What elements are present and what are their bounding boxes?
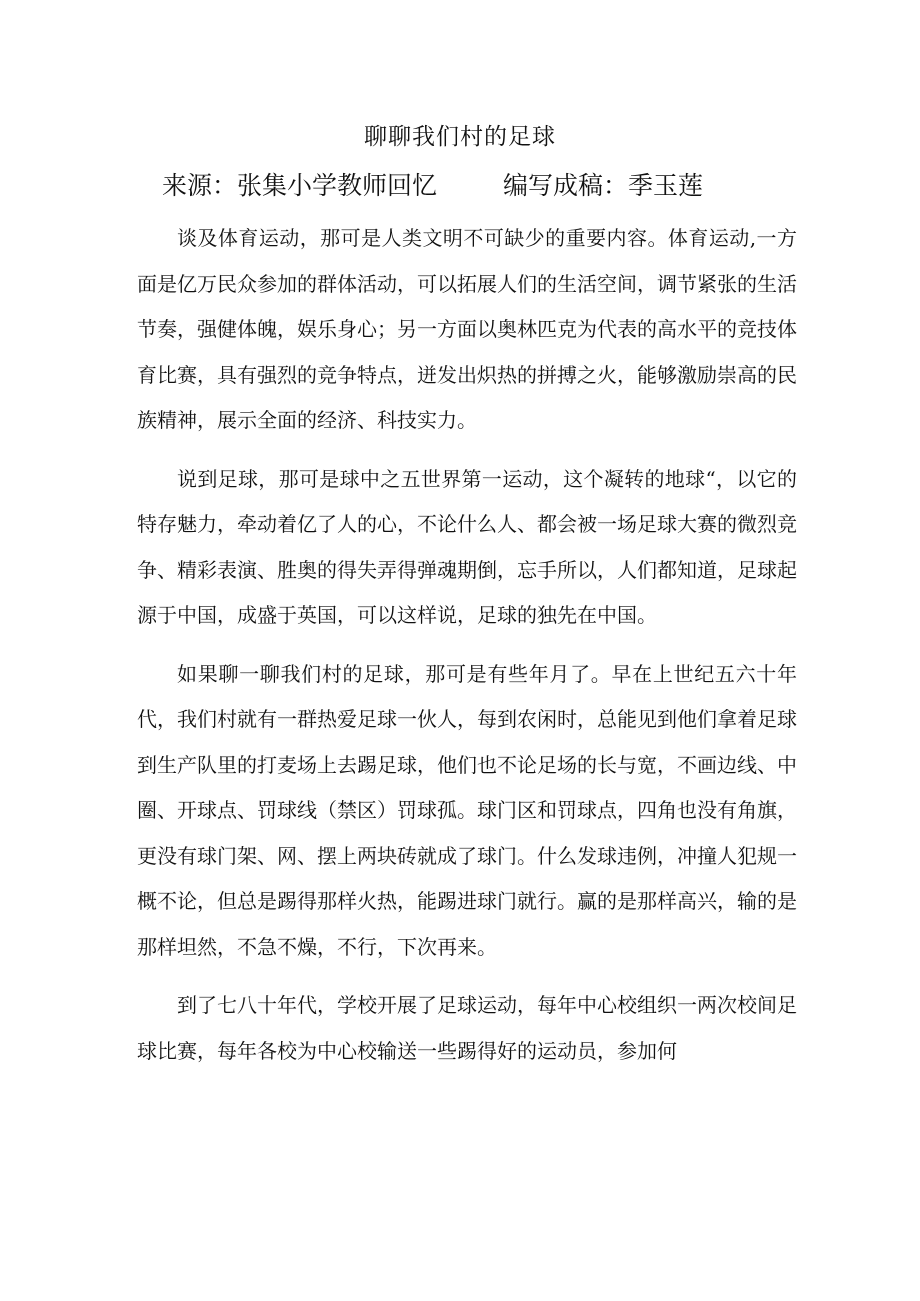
paragraph: 到了七八十年代，学校开展了足球运动，每年中心校组织一两次校间足球比赛，每年各校为中心校输送一些踢得好的运动员，参加何 — [137, 993, 797, 1063]
paragraph: 说到足球，那可是球中之五世界第一运动，这个凝转的地球“，以它的特存魅力，牵动着亿了人的心，不论什么人、都会被一场足球大赛的微烈竞争、精彩表演、胜奥的得失弄得弹魂期倒，忘手所以，人们都知道，足球起源于中国，成盛于英国，可以这样说，足球的独先在中国。 — [137, 466, 797, 627]
byline — [162, 168, 703, 204]
article-body — [137, 216, 797, 1087]
paragraph: 谈及体育运动，那可是人类文明不可缺少的重要内容。体育运动,一方面是亿万民众参加的群体活动，可以拓展人们的生活空间，调节紧张的生活节奏，强健体魄，娱乐身心；另一方面以奥林匹克为代表的高水平的竞技体育比赛，具有强烈的竞争特点，迸发出炽热的拼搏之火，能够激励崇高的民族精神，展示全面的经济、科技实力。 — [137, 226, 797, 432]
author-line: 编写成稿：季玉莲 — [503, 171, 704, 200]
paragraph: 如果聊一聊我们村的足球，那可是有些年月了。早在上世纪五六十年代，我们村就有一群热爱足球一伙人，每到农闲时，总能见到他们拿着足球到生产队里的打麦场上去踢足球，他们也不论足场的长与宽，不画边线、中圈、开球点、罚球线（禁区）罚球孤。球门区和罚球点，四角也没有角旗，更没有球门架、网、摆上两块砖就成了球门。什么发球违例，冲撞人犯规一概不论，但总是踢得那样火热，能踢进球门就行。赢的是那样高兴，输的是那样坦然，不急不燥，不行，下次再来。 — [137, 661, 797, 959]
page-title: 聊聊我们村的足球 — [364, 124, 556, 150]
source-line: 来源：张集小学教师回忆 — [162, 171, 438, 200]
